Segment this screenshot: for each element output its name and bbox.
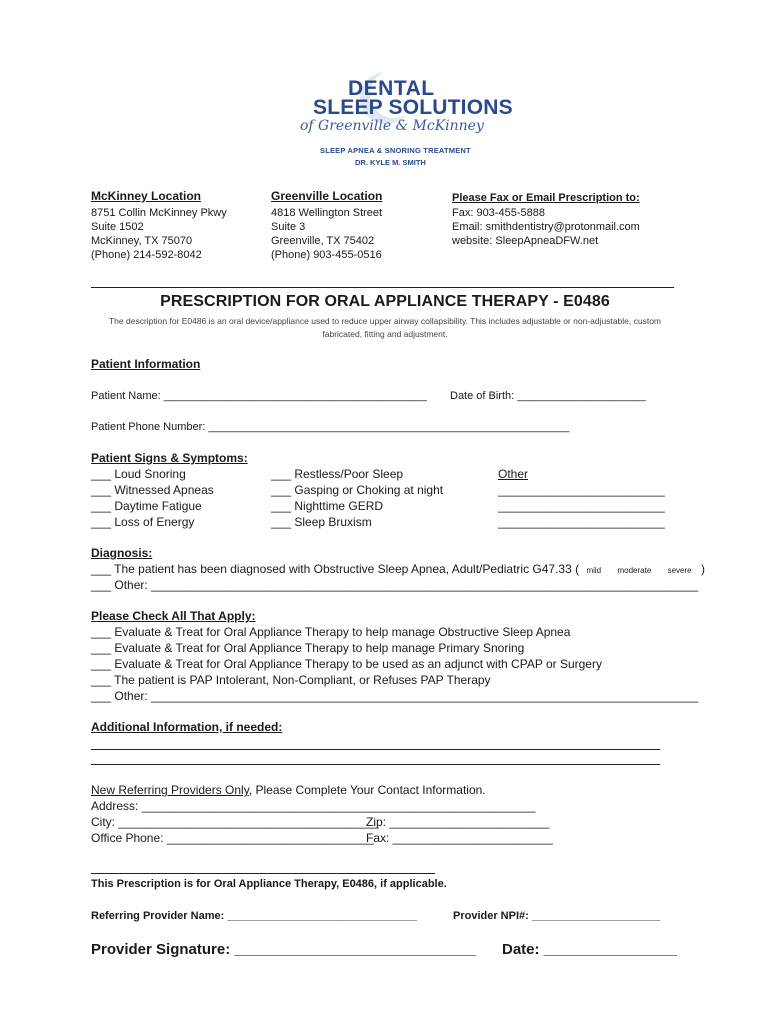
contact-heading: Please Fax or Email Prescription to: (452, 192, 640, 204)
date-of-birth-field[interactable]: Date of Birth: _____________________ (450, 390, 646, 402)
additional-info-line[interactable] (91, 749, 660, 750)
check-item[interactable]: ___ Other: __________________________________________________________________________________ (91, 689, 699, 703)
logo-tagline: SLEEP APNEA & SNORING TREATMENT (320, 146, 471, 155)
symptom-item[interactable]: ___ Daytime Fatigue (91, 499, 202, 513)
symptom-item[interactable]: ___ Restless/Poor Sleep (271, 467, 404, 481)
provider-npi-field[interactable]: Provider NPI#: _____________________ (453, 910, 661, 922)
check-item[interactable]: ___ Evaluate & Treat for Oral Appliance Therapy to be used as an adjunct with CPAP or Surgery (91, 657, 602, 671)
patient-info-heading: Patient Information (91, 357, 201, 371)
mckinney-heading: McKinney Location (91, 189, 202, 203)
patient-phone-field[interactable]: Patient Phone Number: ___________________________________________________________ (91, 421, 570, 433)
additional-info-line[interactable] (91, 764, 660, 765)
greenville-heading: Greenville Location (271, 189, 383, 203)
symptom-item[interactable]: ___ Sleep Bruxism (271, 515, 372, 529)
zip-field[interactable]: Zip: ________________________ (366, 815, 550, 829)
logo-sleep-solutions-text: SLEEP SOLUTIONS (313, 96, 513, 119)
logo-doctor: DR. KYLE M. SMITH (355, 158, 426, 167)
contact-website: website: SleepApneaDFW.net (452, 235, 599, 247)
check-all-heading: Please Check All That Apply: (91, 609, 256, 623)
severity-severe[interactable]: severe (667, 566, 692, 575)
greenville-line: Suite 3 (271, 221, 306, 233)
check-item[interactable]: ___ The patient is PAP Intolerant, Non-Compliant, or Refuses PAP Therapy (91, 673, 491, 687)
symptom-other-line[interactable]: _________________________ (498, 515, 665, 529)
greenville-line: 4818 Wellington Street (271, 207, 383, 219)
logo-script-text: of Greenville & McKinney (300, 118, 484, 134)
prescription-note: This Prescription is for Oral Appliance Therapy, E0486, if applicable. (91, 878, 447, 890)
symptoms-heading: Patient Signs & Symptoms: (91, 451, 248, 465)
office-phone-field[interactable]: Office Phone: _______________________________ (91, 831, 374, 845)
symptom-other-heading: Other (498, 467, 529, 481)
check-item[interactable]: ___ Evaluate & Treat for Oral Appliance Therapy to help manage Primary Snoring (91, 641, 525, 655)
severity-mild[interactable]: mild (586, 566, 602, 575)
referring-provider-name-field[interactable]: Referring Provider Name: _______________________________ (91, 910, 417, 922)
diagnosis-osa-line[interactable] (91, 562, 705, 579)
patient-name-field[interactable]: Patient Name: ___________________________________________ (91, 390, 427, 402)
mckinney-line: 8751 Collin McKinney Pkwy (91, 207, 227, 219)
city-field[interactable]: City: _______________________________________ (91, 815, 379, 829)
symptom-other-line[interactable]: _________________________ (498, 499, 665, 513)
greenville-line: Greenville, TX 75402 (271, 235, 375, 247)
new-referring-intro-underlined: New Referring Providers Only (91, 783, 249, 797)
form-title: PRESCRIPTION FOR ORAL APPLIANCE THERAPY - E0486 (160, 293, 610, 310)
mckinney-line: (Phone) 214-592-8042 (91, 249, 202, 261)
symptom-item[interactable]: ___ Witnessed Apneas (91, 483, 214, 497)
form-description: The description for E0486 is an oral device/appliance used to reduce upper airway collapsibility. This includes adjustable or non-adjustable, custom fabricated, fitting and adjustment. (108, 316, 662, 339)
header-divider (91, 287, 674, 288)
logo-dental-text: DENTAL (348, 77, 435, 100)
diagnosis-close-paren: ) (700, 562, 705, 576)
diagnosis-heading: Diagnosis: (91, 546, 153, 560)
fax-field[interactable]: Fax: ________________________ (366, 831, 553, 845)
symptom-item[interactable]: ___ Gasping or Choking at night (271, 483, 444, 497)
new-referring-intro-rest: , Please Complete Your Contact Information. (248, 783, 486, 797)
signature-date-field[interactable]: Date: ________________ (502, 941, 678, 958)
mckinney-line: Suite 1502 (91, 221, 144, 233)
greenville-line: (Phone) 903-455-0516 (271, 249, 382, 261)
address-field[interactable]: Address: ___________________________________________________________ (91, 799, 536, 813)
symptom-item[interactable]: ___ Nighttime GERD (271, 499, 384, 513)
additional-info-heading: Additional Information, if needed: (91, 720, 283, 734)
severity-moderate[interactable]: moderate (617, 566, 652, 575)
footer-divider (91, 873, 435, 874)
contact-fax: Fax: 903-455-5888 (452, 207, 545, 219)
check-item[interactable]: ___ Evaluate & Treat for Oral Appliance Therapy to help manage Obstructive Sleep Apnea (91, 625, 571, 639)
diagnosis-other-line[interactable]: ___ Other: __________________________________________________________________________________ (91, 578, 699, 592)
contact-email: Email: smithdentistry@protonmail.com (452, 221, 640, 233)
diagnosis-osa-text: ___ The patient has been diagnosed with Obstructive Sleep Apnea, Adult/Pediatric G47.33 ( (91, 562, 580, 576)
symptom-other-line[interactable]: _________________________ (498, 483, 665, 497)
mckinney-line: McKinney, TX 75070 (91, 235, 193, 247)
provider-signature-field[interactable]: Provider Signature: _____________________________ (91, 941, 477, 958)
symptom-item[interactable]: ___ Loss of Energy (91, 515, 195, 529)
symptom-item[interactable]: ___ Loud Snoring (91, 467, 186, 481)
new-referring-intro (91, 783, 486, 799)
